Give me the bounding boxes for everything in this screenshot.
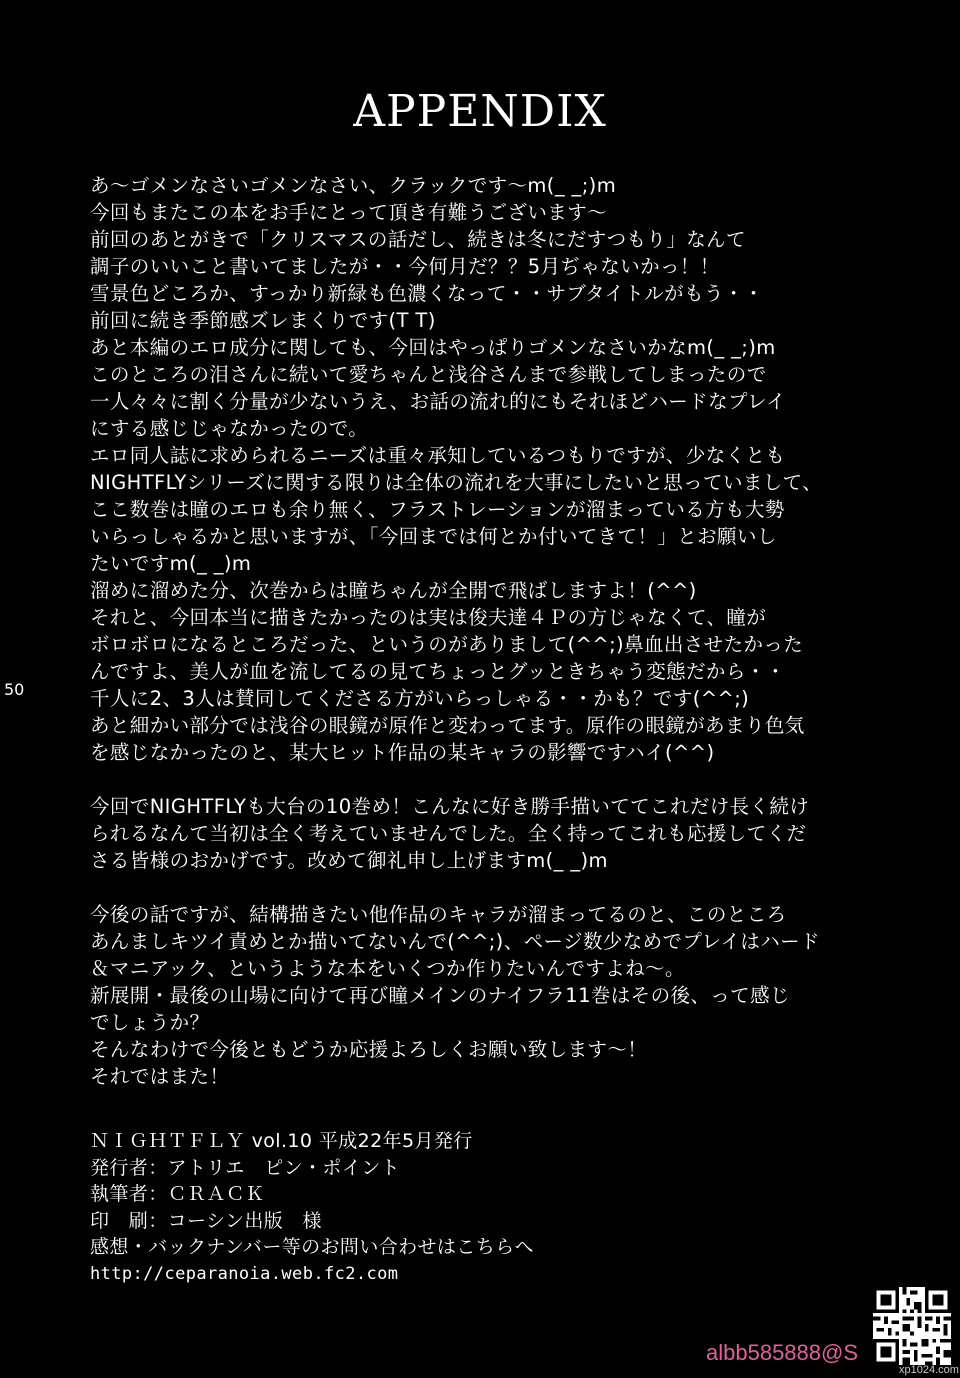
body-line: にする感じじゃなかったので。 xyxy=(90,417,369,440)
body-line: ボロボロになるところだった、というのがありまして(^^;)鼻血出させたかった xyxy=(90,633,804,656)
body-line: 雪景色どころか、すっかり新緑も色濃くなって・・サブタイトルがもう・・ xyxy=(90,282,764,305)
body-line: 一人々々に割く分量が少ないうえ、お話の流れ的にもそれほどハードなプレイ xyxy=(90,390,786,413)
colophon xyxy=(90,1128,690,1287)
blank-line xyxy=(90,766,880,793)
body-line: たいですm(_ _)m xyxy=(90,552,252,575)
body-line: でしょうか？ xyxy=(90,1011,210,1034)
body-line: エロ同人誌に求められるニーズは重々承知しているつもりですが、少なくとも xyxy=(90,444,786,467)
body-line: 前回のあとがきで「クリスマスの話だし、続きは冬にだすつもり」なんて xyxy=(90,228,746,251)
body-line: 今回もまたこの本をお手にとって頂き有難うございます〜 xyxy=(90,201,608,224)
body-line: それと、今回本当に描きたかったのは実は俊夫達４Ｐの方じゃなくて、瞳が xyxy=(90,606,767,629)
body-line: このところの泪さんに続いて愛ちゃんと浅谷さんまで参戦してしまったので xyxy=(90,363,767,386)
body-line: NIGHTFLYシリーズに関する限りは全体の流れを大事にしたいと思っていまして、 xyxy=(90,471,823,494)
body-line: を感じなかったのと、某大ヒット作品の某キャラの影響ですハイ(^^) xyxy=(90,741,715,764)
colophon-url-link[interactable]: http://ceparanoia.web.fc2.com xyxy=(90,1263,399,1284)
body-line: あ〜ゴメンなさいゴメンなさい、クラックです〜m(_ _;)m xyxy=(90,174,617,197)
page-number: 50 xyxy=(4,680,25,699)
body-line: そんなわけで今後ともどうか応援よろしくお願い致します〜！ xyxy=(90,1038,648,1061)
colophon-author: 執筆者：ＣＲＡＣＫ xyxy=(90,1183,265,1205)
colophon-publisher: 発行者：アトリエ ピン・ポイント xyxy=(90,1156,401,1179)
body-line: あと細かい部分では浅谷の眼鏡が原作と変わってます。原作の眼鏡があまり色気 xyxy=(90,714,805,737)
body-line: ＆マニアック、というような本をいくつか作りたいんですよね〜。 xyxy=(90,957,685,980)
body-line: 調子のいいこと書いてましたが・・今何月だ？？5月ぢゃないかっ！！ xyxy=(90,255,720,278)
page-title: APPENDIX xyxy=(353,86,607,137)
watermark-text: albb585888@S xyxy=(706,1340,859,1365)
colophon-contact: 感想・バックナンバー等のお問い合わせはこちらへ xyxy=(90,1236,534,1258)
body-line: それではまた！ xyxy=(90,1065,230,1088)
body-line: ここ数巻は瞳のエロも余り無く、フラストレーションが溜まっている方も大勢 xyxy=(90,498,785,521)
body-line: あと本編のエロ成分に関しても、今回はやっぱりゴメンなさいかなm(_ _;)m xyxy=(90,336,776,359)
body-line: さる皆様のおかげです。改めて御礼申し上げますm(_ _)m xyxy=(90,849,608,872)
body-line: 溜めに溜めた分、次巻からは瞳ちゃんが全開で飛ばしますよ！(^^) xyxy=(90,579,697,602)
body-line: 新展開・最後の山場に向けて再び瞳メインのナイフラ11巻はその後、って感じ xyxy=(90,984,790,1007)
qr-code-icon xyxy=(873,1287,951,1365)
blank-line xyxy=(90,874,880,901)
afterword-body xyxy=(90,172,880,1090)
body-line: 前回に続き季節感ズレまくりです(T T) xyxy=(90,309,436,332)
body-line: んですよ、美人が血を流してるの見てちょっとグッときちゃう変態だから・・ xyxy=(90,660,786,683)
body-line: られるなんて当初は全く考えていませんでした。全く持ってこれも応援してくだ xyxy=(90,822,807,845)
colophon-printer: 印 刷：コーシン出版 様 xyxy=(90,1209,322,1232)
body-line: あんましキツイ責めとか描いてないんで(^^;)、ページ数少なめでプレイはハード xyxy=(90,930,820,953)
body-line: 千人に2、3人は賛同してくださる方がいらっしゃる・・かも？です(^^;) xyxy=(90,687,750,710)
body-line: 今回でNIGHTFLYも大台の10巻め！こんなに好き勝手描いててこれだけ長く続け xyxy=(90,795,810,818)
watermark-subtext: xp1024.com xyxy=(899,1364,959,1376)
body-line: いらっしゃるかと思いますが、「今回までは何とか付いてきて！」とお願いし xyxy=(90,525,777,548)
body-line: 今後の話ですが、結構描きたい他作品のキャラが溜まってるのと、このところ xyxy=(90,903,787,926)
colophon-title: ＮＩＧＨＴＦＬＹ vol.10 平成22年5月発行 xyxy=(90,1130,473,1152)
